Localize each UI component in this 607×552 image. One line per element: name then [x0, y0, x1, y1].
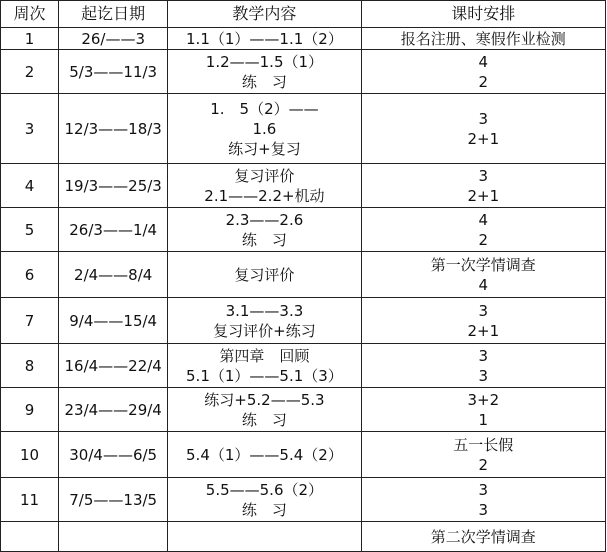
content-cell — [168, 522, 361, 552]
content-line: 练 习 — [241, 500, 287, 519]
header-hours: 课时安排 — [361, 1, 605, 28]
dates-cell: 16/4——22/4 — [59, 344, 168, 388]
table-row — [1, 388, 606, 432]
content-cell — [168, 94, 361, 164]
dates-cell: 26/——3 — [59, 28, 168, 50]
dates-cell: 30/4——6/5 — [59, 432, 168, 478]
week-cell: 3 — [1, 94, 59, 164]
content-cell — [168, 208, 361, 252]
table-row — [1, 208, 606, 252]
dates-cell: 7/5——13/5 — [59, 478, 168, 522]
hours-line: 3 — [478, 500, 489, 519]
hours-line: 五一长假 — [453, 435, 514, 454]
content-line: 练 习 — [241, 72, 287, 91]
hours-cell — [361, 28, 605, 50]
hours-cell — [361, 388, 605, 432]
table-row — [1, 522, 606, 552]
header-week: 周次 — [1, 1, 59, 28]
content-line: 2.1——2.2+机动 — [204, 186, 325, 205]
hours-cell — [361, 164, 605, 208]
content-line: 第四章 回顾 — [219, 346, 310, 365]
dates-cell: 2/4——8/4 — [59, 252, 168, 298]
table-row — [1, 164, 606, 208]
dates-cell: 19/3——25/3 — [59, 164, 168, 208]
table-row — [1, 94, 606, 164]
week-cell: 9 — [1, 388, 59, 432]
week-cell: 5 — [1, 208, 59, 252]
content-line: 练习+5.2——5.3 — [204, 390, 325, 409]
hours-line: 2 — [478, 72, 489, 91]
header-dates: 起讫日期 — [59, 1, 168, 28]
content-line: 5.1（1）——5.1（3） — [186, 366, 343, 385]
content-line: 1. 5（2）—— — [210, 99, 319, 118]
week-cell: 2 — [1, 50, 59, 94]
week-cell: 11 — [1, 478, 59, 522]
content-line: 2.3——2.6 — [225, 210, 304, 229]
content-line: 练 习 — [241, 230, 287, 249]
hours-line: 4 — [478, 275, 489, 294]
hours-cell — [361, 252, 605, 298]
hours-line: 2+1 — [467, 129, 500, 148]
dates-cell: 26/3——1/4 — [59, 208, 168, 252]
hours-line: 3 — [478, 480, 489, 499]
hours-line: 4 — [478, 52, 489, 71]
content-cell — [168, 28, 361, 50]
content-line: 1.6 — [252, 119, 277, 138]
content-cell — [168, 164, 361, 208]
hours-line: 3+2 — [467, 390, 500, 409]
hours-line: 3 — [478, 166, 489, 185]
week-cell: 8 — [1, 344, 59, 388]
content-cell — [168, 388, 361, 432]
hours-line: 3 — [478, 366, 489, 385]
content-cell — [168, 344, 361, 388]
content-cell — [168, 298, 361, 344]
table-row — [1, 344, 606, 388]
content-line: 练 习 — [241, 410, 287, 429]
week-cell: 7 — [1, 298, 59, 344]
content-line: 复习评价 — [234, 265, 295, 284]
content-line: 复习评价 — [234, 166, 295, 185]
table-row — [1, 478, 606, 522]
hours-line: 3 — [478, 301, 489, 320]
header-content: 教学内容 — [168, 1, 361, 28]
hours-cell — [361, 50, 605, 94]
hours-line: 2 — [478, 230, 489, 249]
content-cell — [168, 478, 361, 522]
content-cell — [168, 432, 361, 478]
hours-line: 第一次学情调查 — [430, 255, 536, 274]
week-cell: 10 — [1, 432, 59, 478]
dates-cell: 23/4——29/4 — [59, 388, 168, 432]
dates-cell: 5/3——11/3 — [59, 50, 168, 94]
hours-line: 3 — [478, 109, 489, 128]
hours-cell — [361, 344, 605, 388]
table-row — [1, 28, 606, 50]
hours-line: 2+1 — [467, 186, 500, 205]
dates-cell — [59, 522, 168, 552]
hours-line: 2+1 — [467, 321, 500, 340]
hours-cell — [361, 94, 605, 164]
table-row — [1, 298, 606, 344]
table-row — [1, 432, 606, 478]
week-cell — [1, 522, 59, 552]
content-line: 复习评价+练习 — [213, 321, 316, 340]
hours-cell — [361, 432, 605, 478]
table-row — [1, 252, 606, 298]
content-line: 1.2——1.5（1） — [205, 52, 324, 71]
hours-line: 2 — [478, 455, 489, 474]
dates-cell: 9/4——15/4 — [59, 298, 168, 344]
week-cell: 1 — [1, 28, 59, 50]
week-cell: 4 — [1, 164, 59, 208]
hours-line: 4 — [478, 210, 489, 229]
content-line: 5.4（1）——5.4（2） — [186, 445, 343, 464]
content-line: 5.5——5.6（2） — [205, 480, 324, 499]
content-cell — [168, 50, 361, 94]
hours-cell — [361, 478, 605, 522]
content-line: 3.1——3.3 — [225, 301, 304, 320]
hours-line: 1 — [478, 410, 489, 429]
hours-line: 第二次学情调查 — [430, 527, 536, 546]
header-row — [1, 1, 606, 28]
hours-cell — [361, 208, 605, 252]
dates-cell: 12/3——18/3 — [59, 94, 168, 164]
hours-line: 3 — [478, 346, 489, 365]
content-cell — [168, 252, 361, 298]
hours-cell — [361, 522, 605, 552]
week-cell: 6 — [1, 252, 59, 298]
hours-cell — [361, 298, 605, 344]
content-line: 练习+复习 — [228, 139, 301, 158]
table-row — [1, 50, 606, 94]
content-line: 1.1（1）——1.1（2） — [186, 29, 343, 48]
hours-line: 报名注册、寒假作业检测 — [400, 29, 566, 48]
